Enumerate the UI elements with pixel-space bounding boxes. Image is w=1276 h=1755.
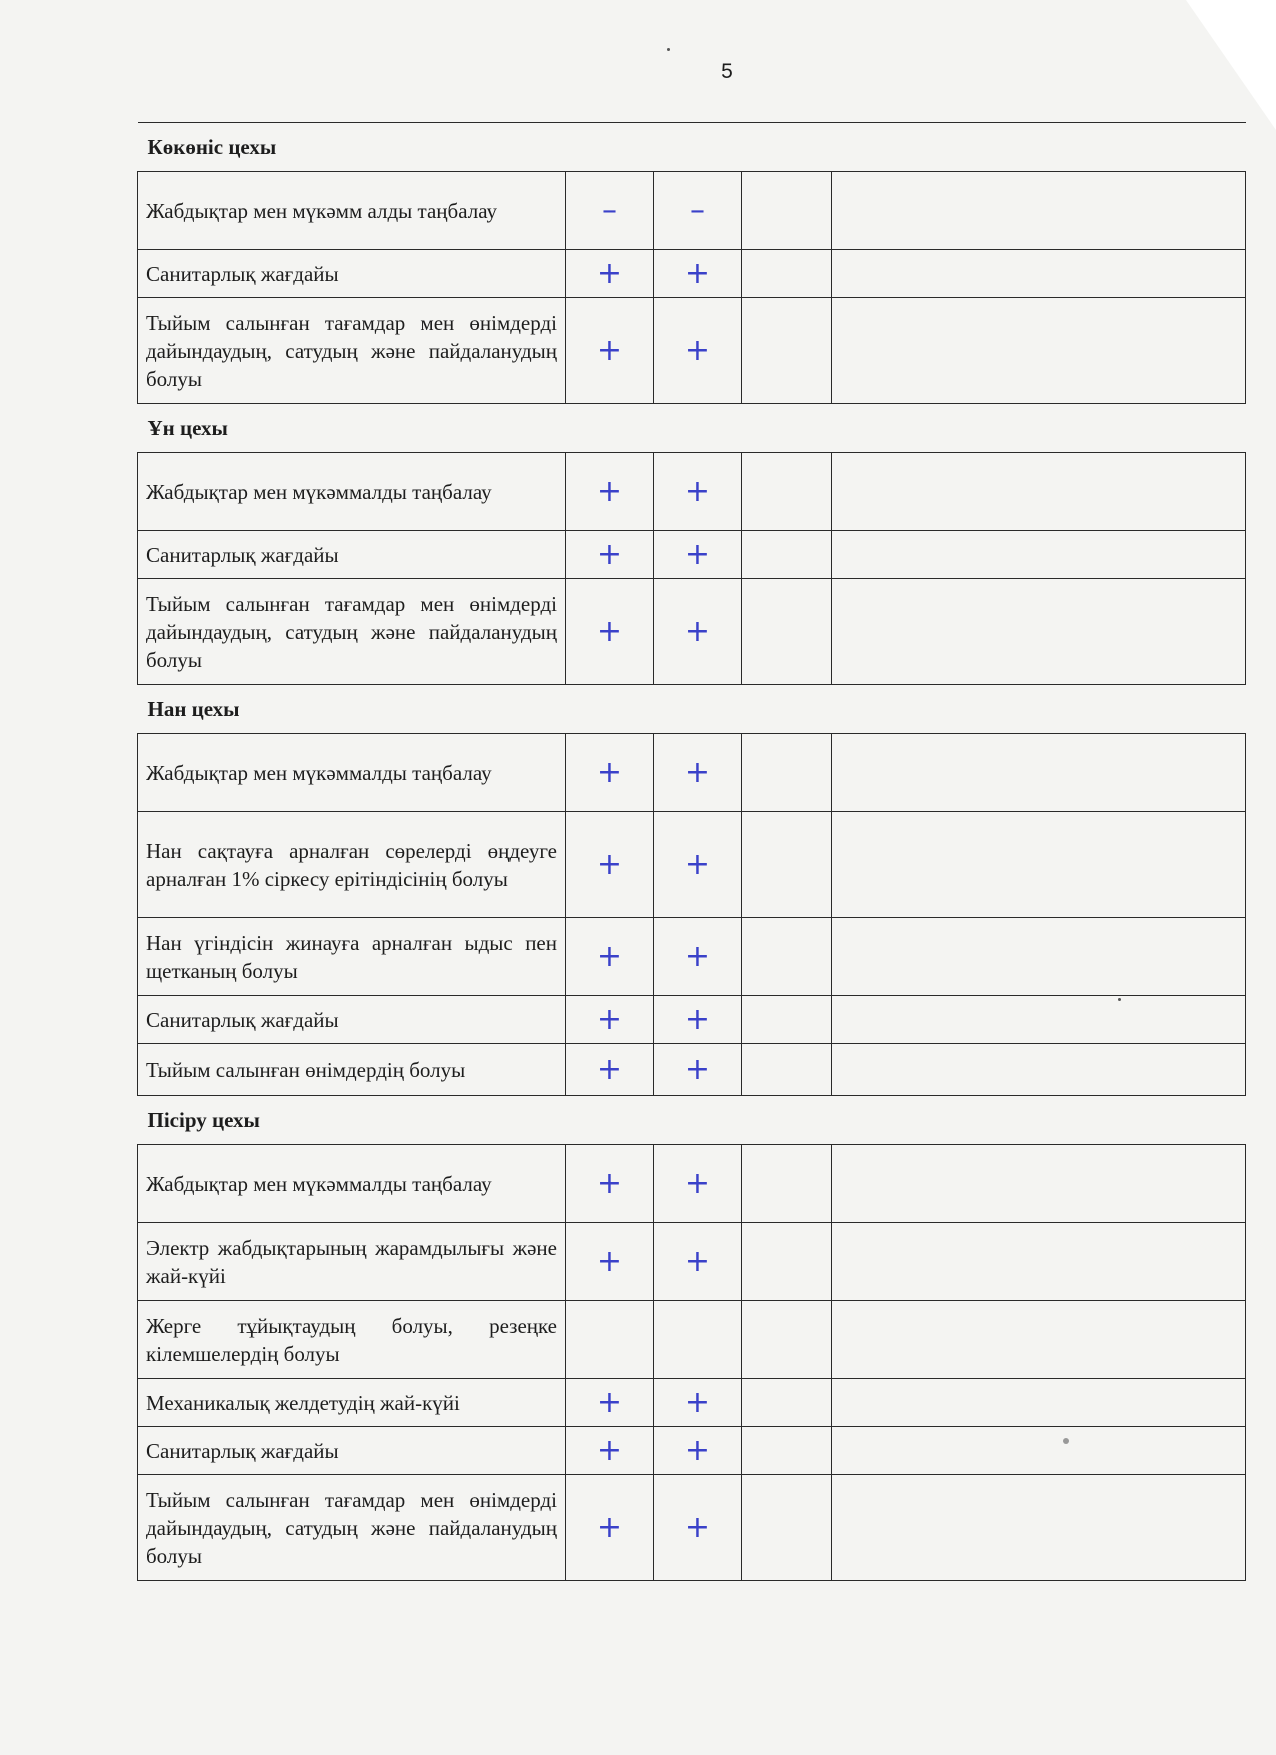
checklist-row (138, 1475, 1246, 1581)
check-mark-cell-2: + (654, 918, 742, 996)
item-label: Тыйым салынған тағамдар мен өнімдерді дайындаудың, сатудың және пайдаланудың болуы (138, 1475, 566, 1581)
checklist-row (138, 1223, 1246, 1301)
item-label: Тыйым салынған тағамдар мен өнімдерді дайындаудың, сатудың және пайдаланудың болуы (138, 579, 566, 685)
notes-cell (832, 1427, 1246, 1475)
checklist-row (138, 918, 1246, 996)
inspection-checklist-table (137, 122, 1246, 1581)
checklist-row (138, 172, 1246, 250)
checklist-row (138, 250, 1246, 298)
check-mark-cell-1: + (566, 1475, 654, 1581)
check-mark-cell-2: + (654, 453, 742, 531)
check-mark-cell-1: + (566, 579, 654, 685)
empty-mark-cell (742, 579, 832, 685)
notes-cell (832, 812, 1246, 918)
item-label: Жабдықтар мен мүкәммалды таңбалау (138, 453, 566, 531)
check-mark-cell-2: + (654, 734, 742, 812)
check-mark-cell-2: + (654, 1044, 742, 1096)
check-mark-cell-1: + (566, 298, 654, 404)
empty-mark-cell (742, 1223, 832, 1301)
check-mark-cell-1: + (566, 812, 654, 918)
page-number: 5 (721, 60, 733, 83)
check-mark-cell-1: + (566, 250, 654, 298)
check-mark-cell-2: + (654, 298, 742, 404)
check-mark-cell-1: + (566, 1044, 654, 1096)
checklist-row (138, 453, 1246, 531)
item-label: Нан үгіндісін жинауға арналған ыдыс пен щетканың болуы (138, 918, 566, 996)
checklist-row (138, 1044, 1246, 1096)
empty-mark-cell (742, 298, 832, 404)
item-label: Нан сақтауға арналған сөрелерді өңдеуге арналған 1% сіркесу ерітіндісінің болуы (138, 812, 566, 918)
check-mark-cell-2 (654, 1301, 742, 1379)
check-mark-cell-1: + (566, 1223, 654, 1301)
notes-cell (832, 1301, 1246, 1379)
empty-mark-cell (742, 812, 832, 918)
empty-mark-cell (742, 1044, 832, 1096)
section-header-row (138, 123, 1246, 172)
empty-mark-cell (742, 250, 832, 298)
notes-cell (832, 996, 1246, 1044)
item-label: Тыйым салынған тағамдар мен өнімдерді дайындаудың, сатудың және пайдаланудың болуы (138, 298, 566, 404)
notes-cell (832, 1379, 1246, 1427)
checklist-row (138, 579, 1246, 685)
item-label: Механикалық желдетудің жай-күйі (138, 1379, 566, 1427)
notes-cell (832, 918, 1246, 996)
empty-mark-cell (742, 1379, 832, 1427)
check-mark-cell-2: + (654, 531, 742, 579)
check-mark-cell-1: + (566, 996, 654, 1044)
empty-mark-cell (742, 734, 832, 812)
notes-cell (832, 1145, 1246, 1223)
check-mark-cell-2: + (654, 1427, 742, 1475)
item-label: Электр жабдықтарының жарамдылығы және жай-күйі (138, 1223, 566, 1301)
check-mark-cell-2: + (654, 812, 742, 918)
section-header-row (138, 685, 1246, 734)
check-mark-cell-1: + (566, 453, 654, 531)
section-header-row (138, 404, 1246, 453)
section-title: Нан цехы (138, 685, 1246, 734)
notes-cell (832, 298, 1246, 404)
empty-mark-cell (742, 172, 832, 250)
check-mark-cell-2: + (654, 1223, 742, 1301)
check-mark-cell-2: + (654, 1475, 742, 1581)
section-title: Пісіру цехы (138, 1096, 1246, 1145)
empty-mark-cell (742, 918, 832, 996)
empty-mark-cell (742, 1301, 832, 1379)
item-label: Жабдықтар мен мүкәмм алды таңбалау (138, 172, 566, 250)
empty-mark-cell (742, 1475, 832, 1581)
notes-cell (832, 172, 1246, 250)
check-mark-cell-2: + (654, 1379, 742, 1427)
check-mark-cell-1: + (566, 734, 654, 812)
checklist-row (138, 531, 1246, 579)
empty-mark-cell (742, 531, 832, 579)
checklist-row (138, 1301, 1246, 1379)
checklist-row (138, 298, 1246, 404)
item-label: Жабдықтар мен мүкәммалды таңбалау (138, 1145, 566, 1223)
item-label: Тыйым салынған өнімдердің болуы (138, 1044, 566, 1096)
notes-cell (832, 734, 1246, 812)
checklist-row (138, 1379, 1246, 1427)
check-mark-cell-1: + (566, 531, 654, 579)
checklist-row (138, 734, 1246, 812)
section-header-row (138, 1096, 1246, 1145)
folded-page-corner (1186, 0, 1276, 130)
empty-mark-cell (742, 1427, 832, 1475)
section-title: Көкөніс цехы (138, 123, 1246, 172)
item-label: Санитарлық жағдайы (138, 250, 566, 298)
checklist-row (138, 1145, 1246, 1223)
item-label: Жабдықтар мен мүкәммалды таңбалау (138, 734, 566, 812)
empty-mark-cell (742, 453, 832, 531)
notes-cell (832, 250, 1246, 298)
checklist-row (138, 1427, 1246, 1475)
check-mark-cell-2: + (654, 579, 742, 685)
notes-cell (832, 531, 1246, 579)
check-mark-cell-2: + (654, 250, 742, 298)
section-title: Ұн цехы (138, 404, 1246, 453)
item-label: Санитарлық жағдайы (138, 531, 566, 579)
check-mark-cell-2: + (654, 1145, 742, 1223)
checklist-row (138, 996, 1246, 1044)
notes-cell (832, 1475, 1246, 1581)
check-mark-cell-1: + (566, 918, 654, 996)
check-mark-cell-1: – (566, 172, 654, 250)
check-mark-cell-1: + (566, 1427, 654, 1475)
check-mark-cell-1: + (566, 1379, 654, 1427)
notes-cell (832, 579, 1246, 685)
notes-cell (832, 453, 1246, 531)
check-mark-cell-2: – (654, 172, 742, 250)
notes-cell (832, 1044, 1246, 1096)
scan-speck (667, 48, 670, 51)
item-label: Санитарлық жағдайы (138, 996, 566, 1044)
empty-mark-cell (742, 996, 832, 1044)
check-mark-cell-1 (566, 1301, 654, 1379)
item-label: Санитарлық жағдайы (138, 1427, 566, 1475)
check-mark-cell-1: + (566, 1145, 654, 1223)
checklist-row (138, 812, 1246, 918)
notes-cell (832, 1223, 1246, 1301)
check-mark-cell-2: + (654, 996, 742, 1044)
empty-mark-cell (742, 1145, 832, 1223)
item-label: Жерге тұйықтаудың болуы, резеңке кілемшелердің болуы (138, 1301, 566, 1379)
